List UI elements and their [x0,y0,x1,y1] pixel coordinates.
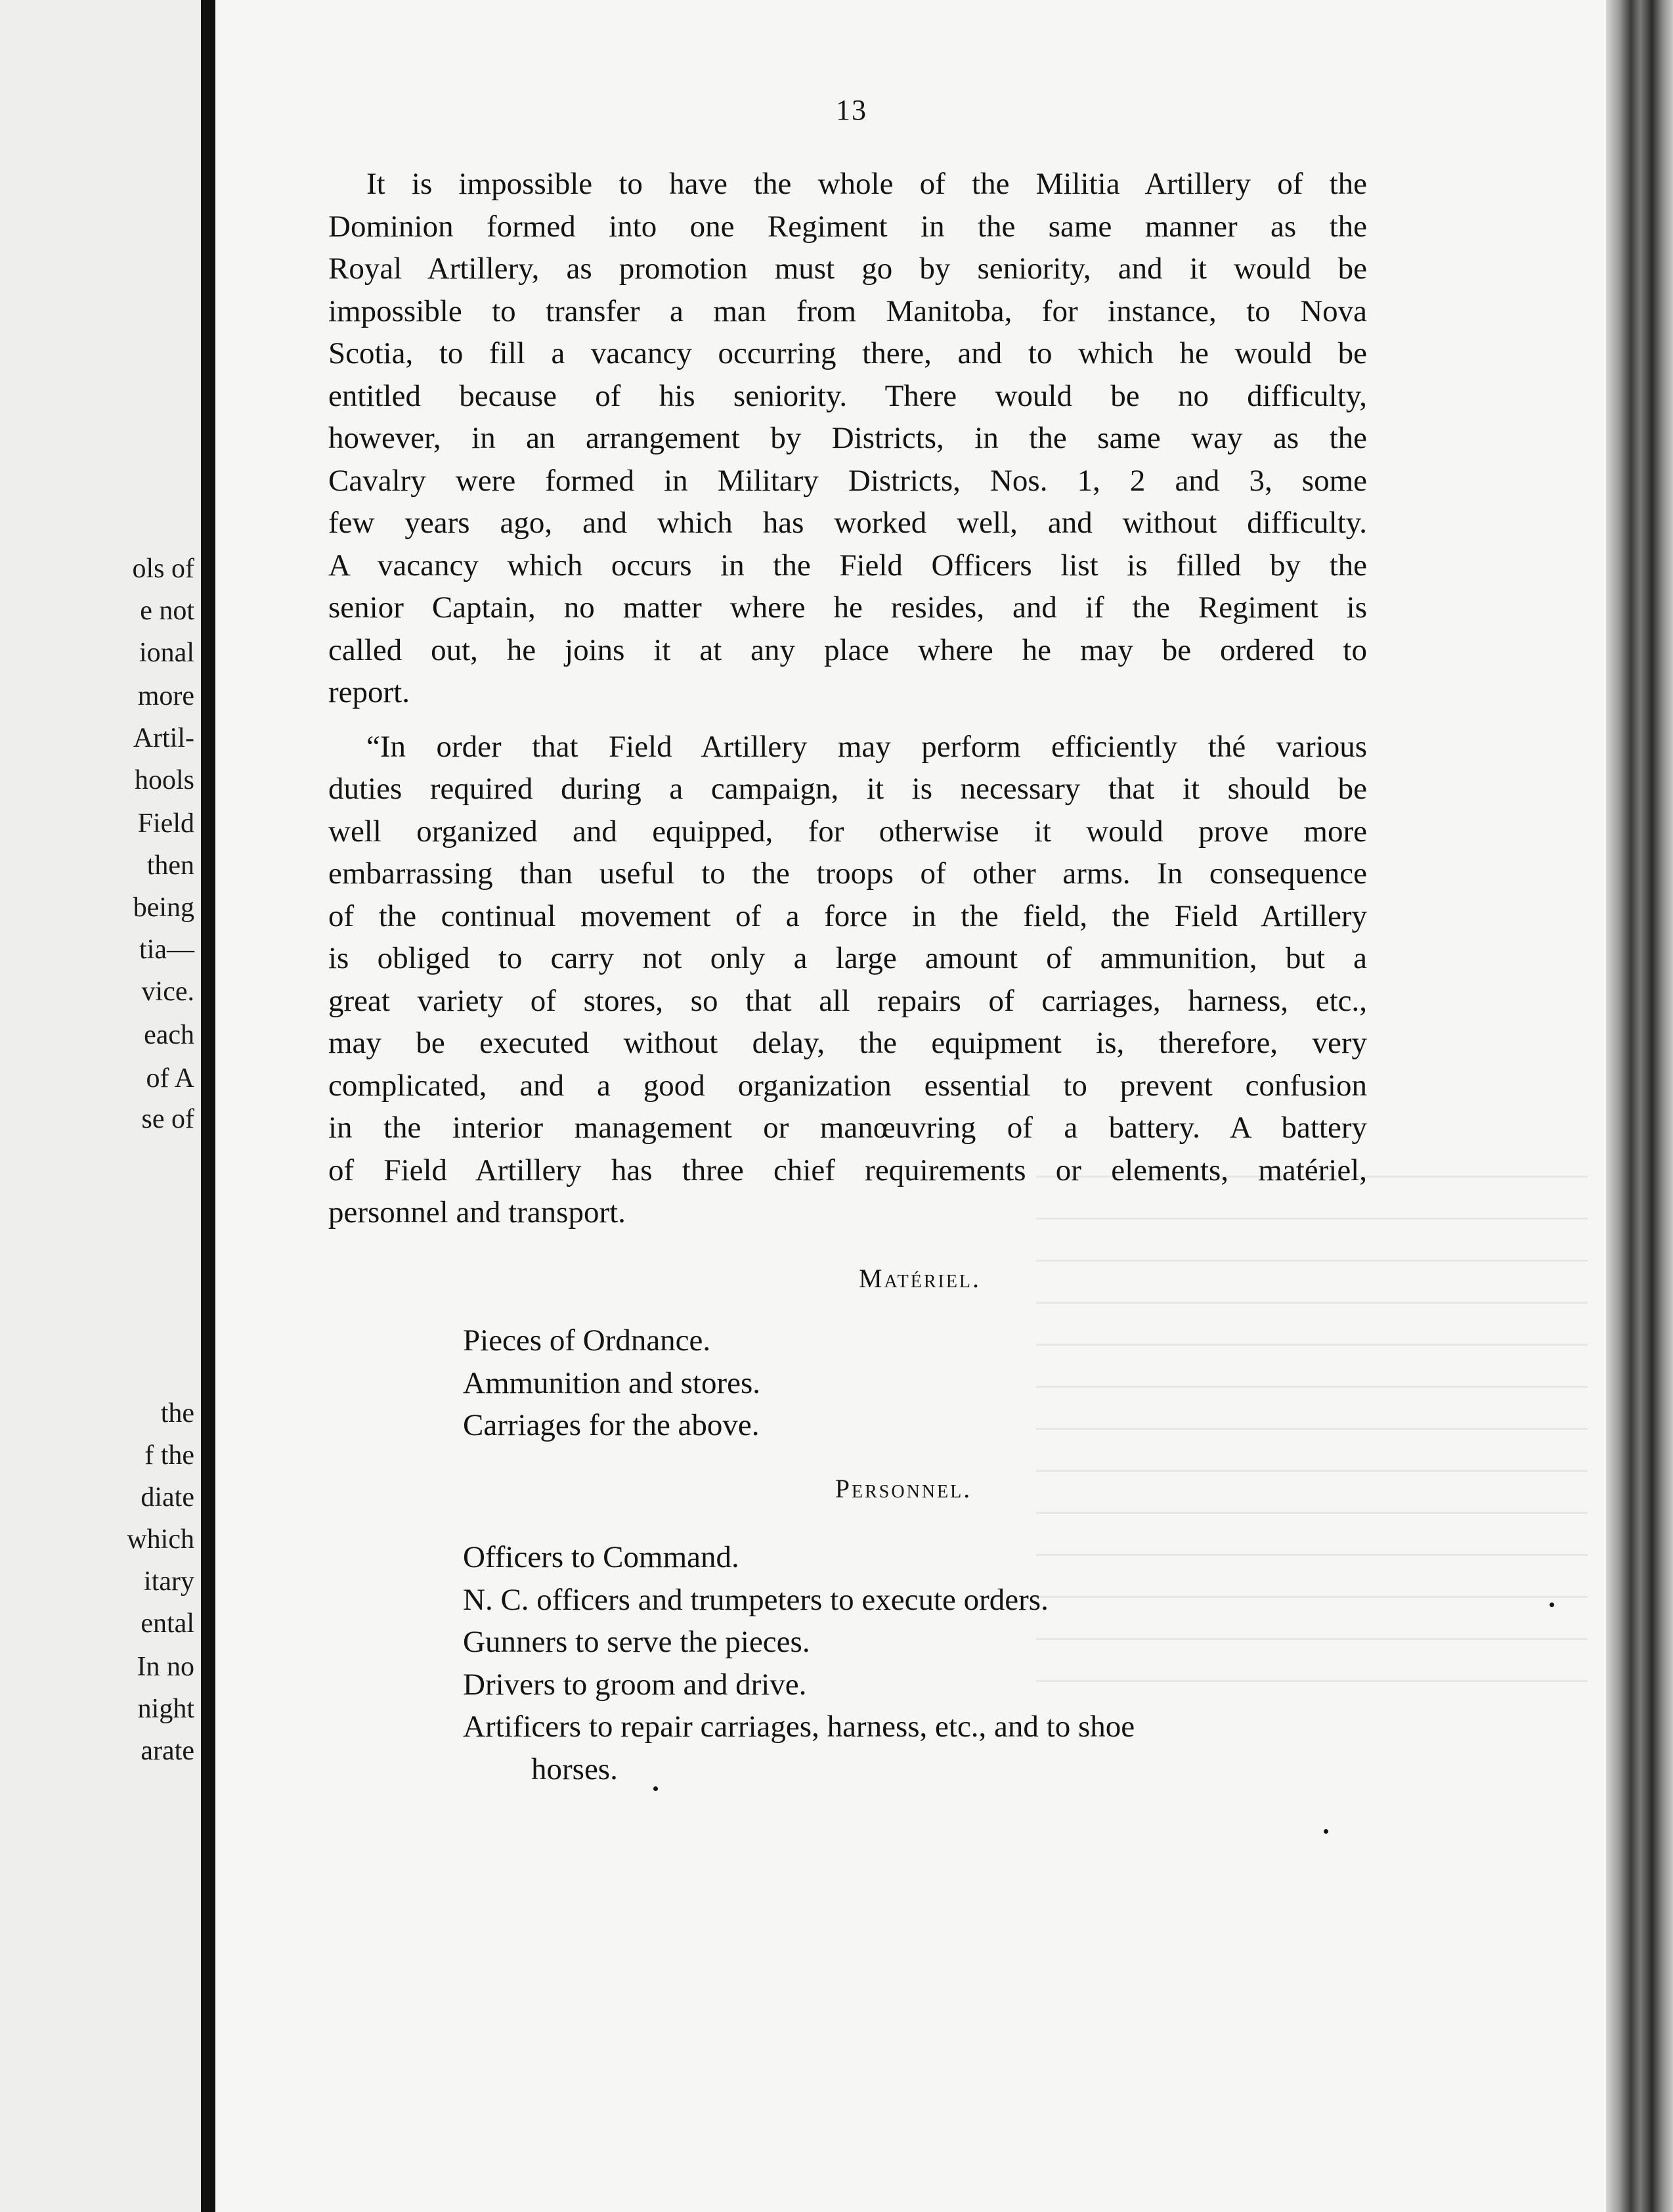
page-stack-edge [1606,0,1673,2212]
text-line: senior Captain, no matter where he resides, and if the Regiment is [328,590,1367,625]
ink-speck [653,1786,658,1791]
text-line: however, in an arrangement by Districts, in the same way as the [328,421,1367,455]
page-number: 13 [836,94,867,126]
facing-page-edge [0,0,201,2212]
facing-page-fragment: the [160,1398,194,1428]
facing-page-fragment: diate [141,1482,194,1513]
text-line: called out, he joins it at any place where he may be ordered to [328,632,1367,667]
text-line: of the continual movement of a force in the field, the Field Artillery [328,898,1367,933]
list-item: Pieces of Ordnance. [463,1323,711,1358]
facing-page-fragment: In no [137,1652,194,1682]
text-line: impossible to transfer a man from Manitoba, for instance, to Nova [328,294,1367,328]
text-line: few years ago, and which has worked well, and without difficulty. [328,506,1367,540]
materiel-list [328,1319,1367,1447]
text-line: of Field Artillery has three chief requirements or elements, matériel, [328,1153,1367,1187]
binding-gutter [201,0,215,2212]
paragraph-1 [328,163,1367,714]
heading-personnel: Personnel. [835,1473,972,1503]
text-line: duties required during a campaign, it is necessary that it should be [328,772,1367,806]
facing-page-fragment: tia— [139,935,194,965]
text-line: A vacancy which occurs in the Field Officers list is filled by the [328,548,1367,583]
facing-page-fragment: which [127,1524,194,1555]
text-line: great variety of stores, so that all repairs of carriages, harness, etc., [328,983,1367,1018]
ink-speck [1324,1829,1328,1834]
list-item: Ammunition and stores. [463,1365,760,1400]
heading-materiel: Matériel. [858,1263,982,1293]
facing-page-fragment: e not [140,596,194,626]
text-line: well organized and equipped, for otherwise it would prove more [328,814,1367,849]
list-item: Carriages for the above. [463,1408,760,1442]
personnel-continuation: horses. [531,1752,618,1786]
facing-page-fragment: se of [141,1104,194,1134]
text-line: Dominion formed into one Regiment in the same manner as the [328,209,1367,244]
list-item: N. C. officers and trumpeters to execute orders. [463,1582,1049,1617]
text-line: “In order that Field Artillery may perform efficiently thé various [366,729,1367,764]
facing-page-fragment: hools [134,765,194,795]
text-line: report. [328,675,410,709]
list-item: Drivers to groom and drive. [463,1667,807,1702]
text-line: complicated, and a good organization essential to prevent confusion [328,1068,1367,1103]
facing-page-fragment: f the [144,1440,194,1471]
list-item: Gunners to serve the pieces. [463,1625,810,1659]
text-line: It is impossible to have the whole of the Militia Artillery of the [366,167,1367,201]
text-line: embarrassing than useful to the troops of other arms. In consequence [328,856,1367,891]
page-body [328,163,1367,1790]
facing-page-fragment: Artil- [133,723,194,753]
text-line: Cavalry were formed in Military Districts, Nos. 1, 2 and 3, some [328,463,1367,498]
facing-page-fragment: itary [144,1566,194,1597]
facing-page-fragment: ental [141,1608,194,1639]
text-line: is obliged to carry not only a large amount of ammunition, but a [328,941,1367,975]
list-item: Officers to Command. [463,1540,739,1574]
list-item: Artificers to repair carriages, harness, etc., and to shoe [463,1710,1135,1744]
facing-page-fragment: of A [146,1063,194,1094]
facing-page-fragment: Field [137,808,194,839]
facing-page-fragment: arate [141,1736,194,1766]
ink-speck [1550,1603,1554,1607]
text-line: in the interior management or manœuvring of a battery. A battery [328,1111,1367,1145]
text-line: entitled because of his seniority. There would be no difficulty, [328,378,1367,413]
facing-page-fragment: ols of [132,554,194,584]
text-line: Scotia, to fill a vacancy occurring there, and to which he would be [328,336,1367,370]
personnel-list [328,1536,1367,1748]
text-line: Royal Artillery, as promotion must go by seniority, and it would be [328,252,1367,286]
facing-page-fragment: more [137,681,194,711]
facing-page-fragment: then [146,851,194,881]
text-line: personnel and transport. [328,1195,626,1229]
text-line: may be executed without delay, the equipment is, therefore, very [328,1026,1367,1060]
paragraph-2 [328,726,1367,1234]
facing-page-fragment: vice. [141,977,194,1007]
facing-page-fragment: each [144,1020,194,1050]
facing-page-fragment: night [137,1694,194,1724]
facing-page-fragment: ional [139,638,194,668]
facing-page-fragment: being [133,893,194,923]
